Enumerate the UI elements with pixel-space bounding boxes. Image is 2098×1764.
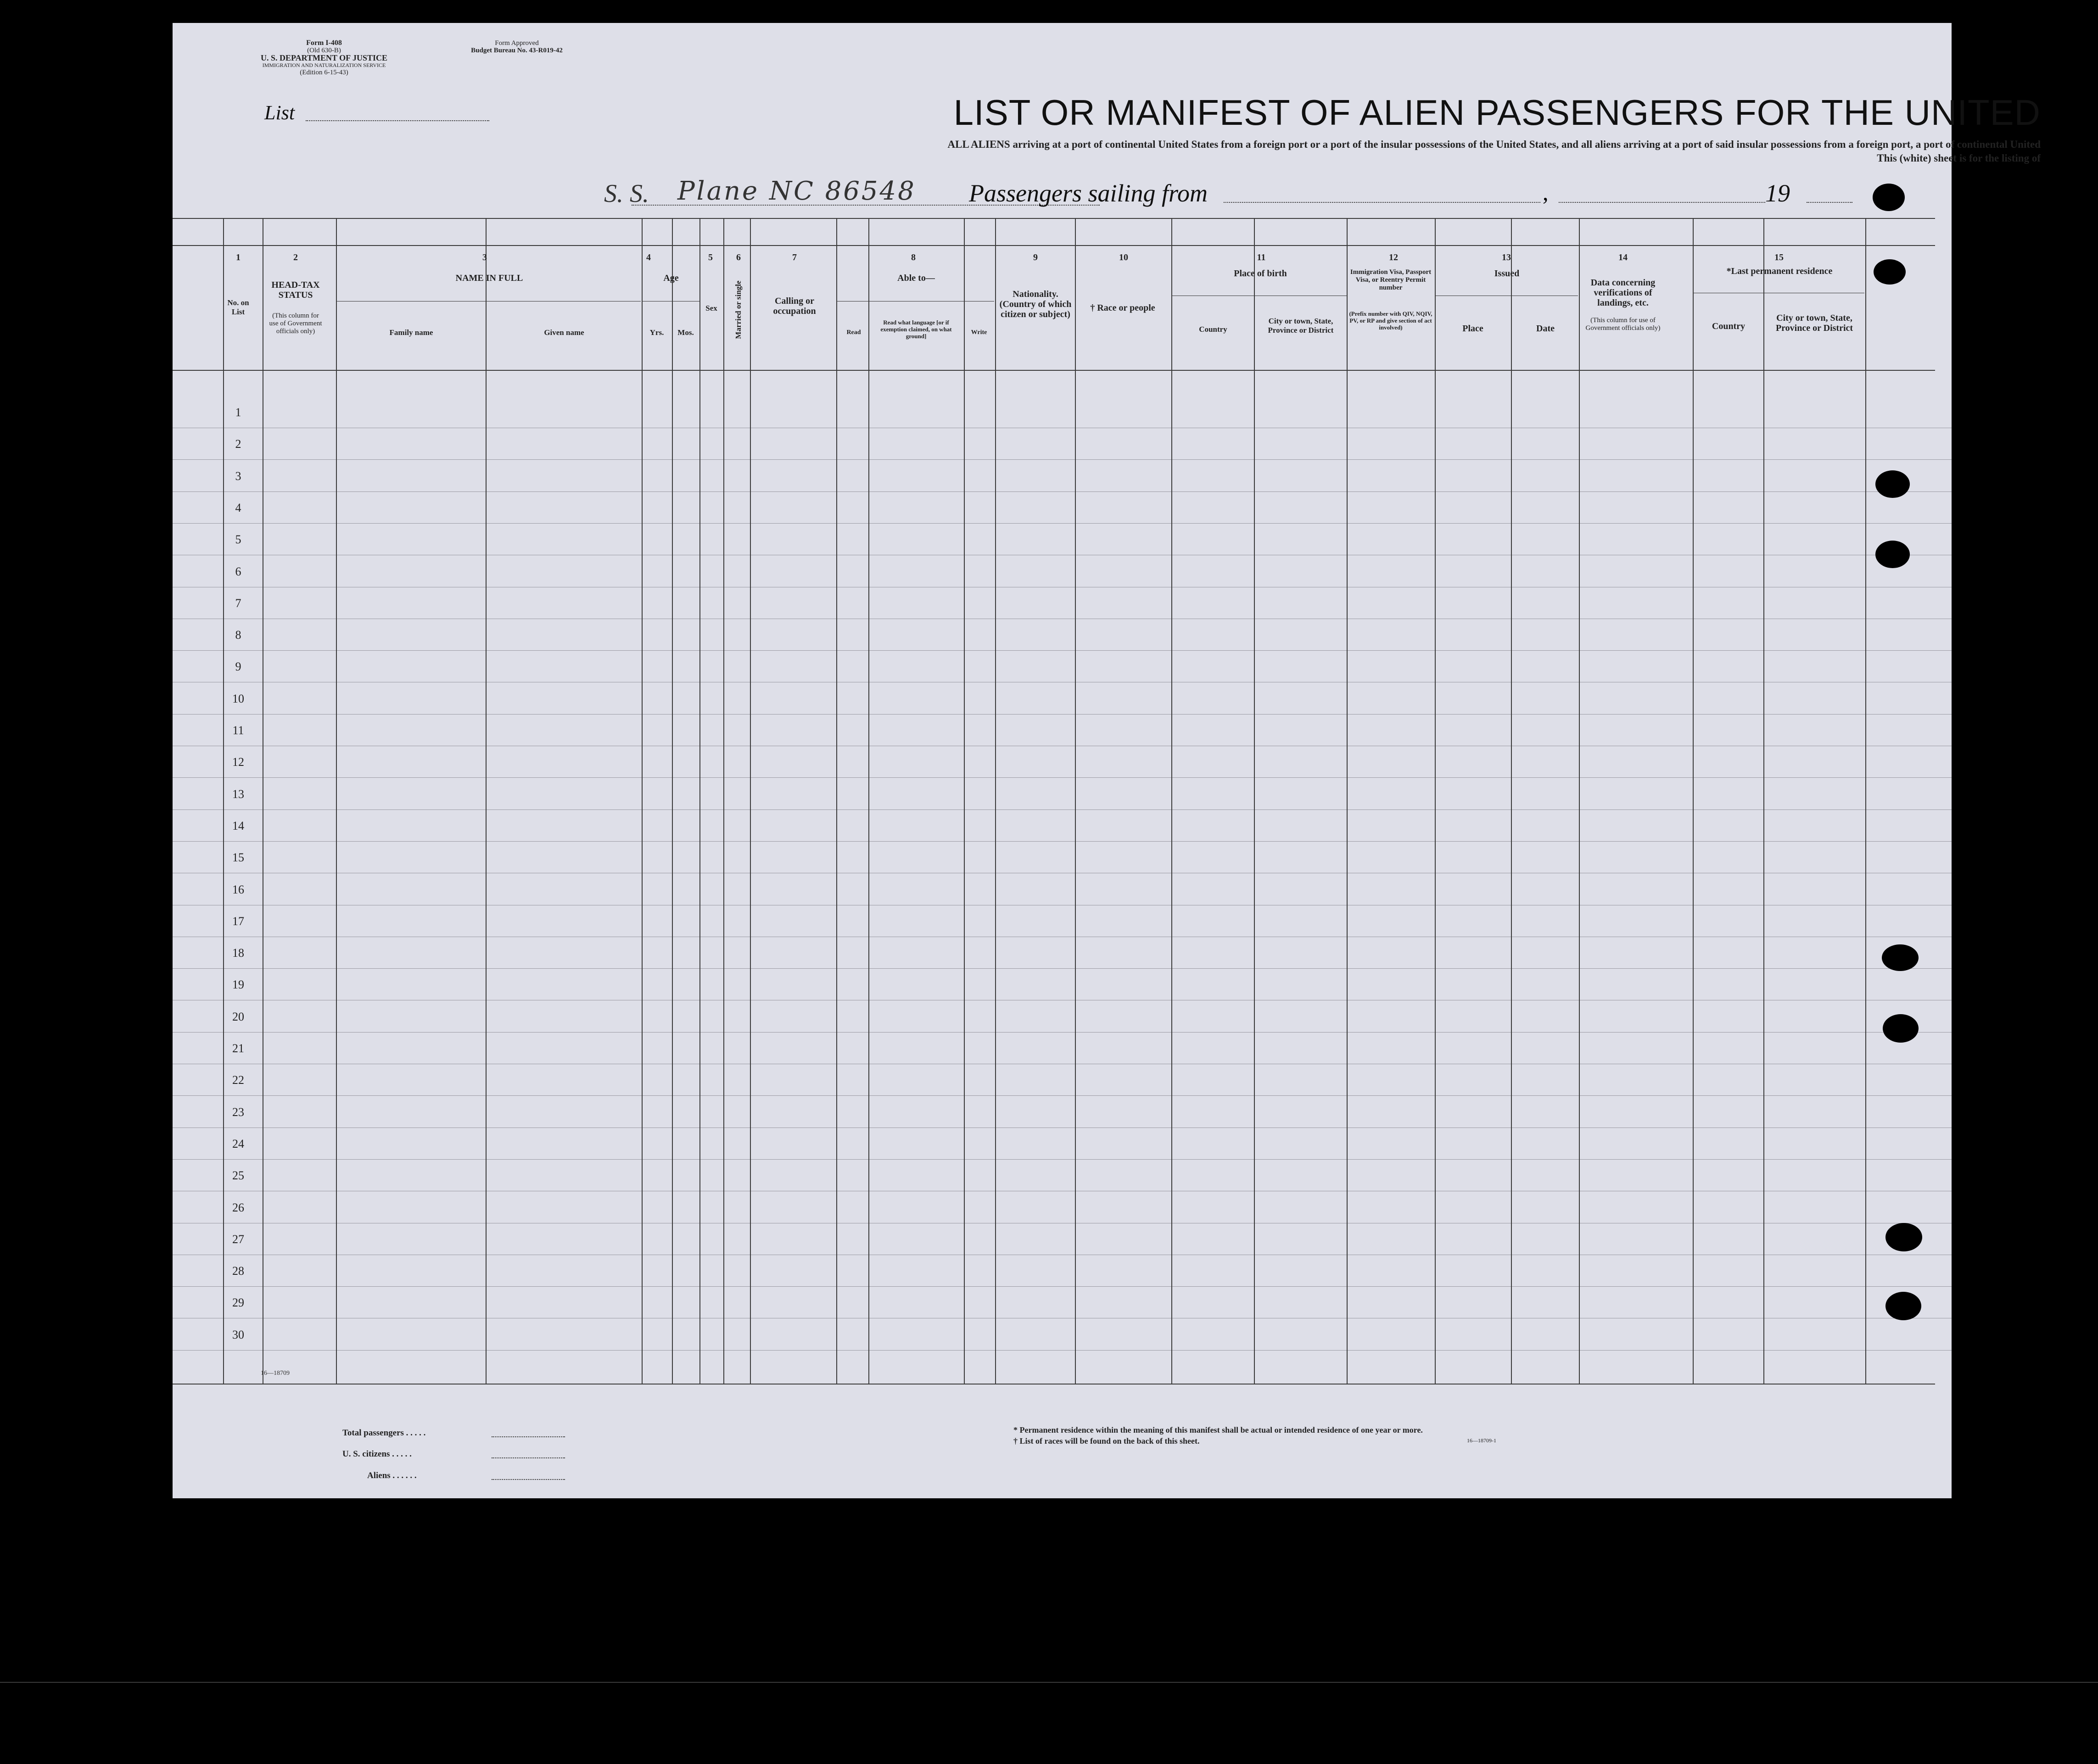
row-rule	[173, 968, 1952, 969]
row-number: 11	[232, 724, 244, 737]
sailing-from-field[interactable]	[1224, 202, 1540, 203]
header-birth-city: City or town, State, Province or District	[1268, 317, 1334, 335]
column-number-13: 13	[1502, 252, 1511, 262]
header-place-of-birth: Place of birth	[1234, 268, 1287, 279]
residence-footnote: * Permanent residence within the meaning of this manifest shall be actual or intended residence of one year or more.	[1013, 1425, 1423, 1435]
column-rule	[1763, 218, 1764, 1384]
header-last-residence: *Last permanent residence	[1726, 266, 1833, 276]
header-issued-place: Place	[1462, 324, 1483, 334]
row-rule	[173, 1032, 1952, 1033]
row-number: 21	[232, 1042, 244, 1055]
header-visa-note: (Prefix number with QIV, NQIV, PV, or RP and give section of act involved)	[1349, 310, 1432, 331]
list-label: List	[264, 101, 295, 124]
edition-date: (Edition 6-15-43)	[300, 69, 348, 76]
column-number-9: 9	[1033, 252, 1038, 262]
year-field[interactable]	[1807, 202, 1852, 203]
column-number-15: 15	[1774, 252, 1784, 262]
row-rule	[173, 650, 1952, 651]
column-rule	[672, 218, 673, 1384]
header-verification: Data concerning verifications of landings, etc.	[1590, 278, 1656, 308]
binder-hole	[1882, 944, 1919, 971]
us-citizens-label: U. S. citizens . . . . .	[342, 1449, 412, 1459]
column-number-8: 8	[911, 252, 916, 262]
comma-sep: ,	[1543, 179, 1549, 205]
column-rule	[836, 218, 837, 1384]
row-number: 12	[232, 755, 244, 769]
service-name: IMMIGRATION AND NATURALIZATION SERVICE	[262, 62, 386, 68]
row-rule	[173, 714, 1952, 715]
column-number-5: 5	[708, 252, 713, 262]
column-number-11: 11	[1257, 252, 1266, 262]
races-footnote: † List of races will be found on the back of this sheet.	[1013, 1436, 1200, 1446]
row-number: 25	[232, 1169, 244, 1183]
row-rule	[173, 1095, 1952, 1096]
row-number: 10	[232, 692, 244, 705]
row-number: 4	[235, 501, 241, 514]
form-title: LIST OR MANIFEST OF ALIEN PASSENGERS FOR THE UNITED	[953, 92, 2041, 133]
year-label: 19	[1765, 179, 1790, 207]
sailing-date-field[interactable]	[1559, 202, 1765, 203]
binder-hole	[1875, 541, 1910, 568]
column-number-1: 1	[236, 252, 241, 262]
header-visa: Immigration Visa, Passport Visa, or Reentry Permit number	[1350, 268, 1432, 291]
header-birth-country: Country	[1199, 325, 1227, 334]
header-given-name: Given name	[544, 328, 584, 337]
column-rule	[1511, 218, 1512, 1384]
header-read-language: Read what language [or if exemption claimed, on what ground]	[880, 319, 952, 340]
passengers-sailing-label: Passengers sailing from	[969, 179, 1208, 207]
row-rule	[173, 523, 1952, 524]
row-rule	[173, 491, 1952, 492]
ss-label: S. S.	[604, 179, 649, 208]
form-number: Form I-408	[306, 39, 342, 47]
column-rule	[699, 218, 700, 1384]
budget-bureau: Budget Bureau No. 43-R019-42	[471, 47, 563, 54]
column-number-rule	[173, 245, 1935, 246]
header-issued-date: Date	[1536, 324, 1555, 334]
row-number: 1	[235, 406, 241, 419]
column-rule	[868, 218, 869, 1384]
column-rule	[964, 218, 965, 1384]
header-nationality: Nationality. (Country of which citizen or subject)	[999, 289, 1072, 319]
aliens-field[interactable]	[492, 1479, 565, 1480]
row-number: 26	[232, 1200, 244, 1214]
department-name: U. S. DEPARTMENT OF JUSTICE	[260, 53, 388, 62]
row-number: 15	[232, 851, 244, 865]
header-bottom-rule	[173, 370, 1935, 371]
row-number: 5	[235, 533, 241, 547]
column-number-2: 2	[293, 252, 298, 262]
column-number-4: 4	[646, 252, 651, 262]
header-name-in-full: NAME IN FULL	[455, 273, 523, 283]
bottom-code: 16—18709	[261, 1370, 290, 1377]
header-write: Write	[971, 329, 987, 336]
header-read: Read	[846, 329, 861, 336]
row-number: 14	[232, 819, 244, 832]
row-rule	[173, 1159, 1952, 1160]
table-top-rule	[173, 218, 1935, 219]
header-head-tax-note: (This column for use of Government officials only)	[269, 312, 322, 335]
binder-hole	[1875, 470, 1910, 498]
aliens-label: Aliens . . . . . .	[367, 1471, 417, 1480]
total-passengers-field[interactable]	[492, 1436, 565, 1437]
row-rule	[173, 1286, 1952, 1287]
header-married: Married or single	[734, 280, 743, 339]
old-form-number: (Old 630-B)	[307, 47, 341, 54]
column-number-3: 3	[482, 252, 487, 262]
header-age: Age	[663, 273, 679, 283]
row-number: 9	[235, 660, 241, 674]
header-no-on-list: No. on List	[227, 298, 249, 316]
header-family-name: Family name	[389, 328, 433, 337]
scan-artifact-line	[0, 1682, 2098, 1683]
column-rule	[1865, 218, 1866, 1384]
column-rule	[1171, 218, 1172, 1384]
row-number: 17	[232, 914, 244, 928]
manifest-sheet	[173, 23, 2041, 1498]
column-number-7: 7	[792, 252, 797, 262]
column-rule	[1579, 218, 1580, 1384]
row-number: 3	[235, 469, 241, 483]
binder-hole	[1874, 259, 1906, 285]
print-code: 16—18709-1	[1467, 1437, 1496, 1444]
column-number-14: 14	[1618, 252, 1628, 262]
header-residence-country: Country	[1712, 321, 1746, 331]
row-rule	[173, 777, 1952, 778]
header-able-to: Able to—	[897, 273, 935, 283]
column-rule	[1693, 218, 1694, 1384]
column-number-12: 12	[1389, 252, 1398, 262]
column-rule	[723, 218, 724, 1384]
row-number: 8	[235, 628, 241, 642]
header-issued: Issued	[1494, 268, 1520, 279]
column-rule	[1254, 218, 1255, 1384]
row-number: 13	[232, 787, 244, 801]
row-rule	[173, 841, 1952, 842]
row-number: 18	[232, 946, 244, 960]
row-rule	[173, 1350, 1952, 1351]
column-rule	[1435, 218, 1436, 1384]
row-number: 6	[235, 564, 241, 578]
row-number: 27	[232, 1232, 244, 1246]
us-citizens-field[interactable]	[492, 1457, 565, 1458]
row-number: 2	[235, 437, 241, 451]
binder-hole	[1873, 184, 1905, 211]
header-mos: Mos.	[677, 328, 694, 337]
row-number: 20	[232, 1010, 244, 1023]
subtitle-line-2: This (white) sheet is for the listing of	[1877, 152, 2041, 164]
ship-name-handwritten[interactable]: Plane NC 86548	[677, 176, 916, 206]
list-field	[306, 120, 489, 121]
row-number: 28	[232, 1264, 244, 1278]
column-rule	[750, 218, 751, 1384]
row-rule	[173, 809, 1952, 810]
form-approved: Form Approved	[495, 39, 539, 47]
header-residence-city: City or town, State, Province or District	[1775, 313, 1853, 333]
approval-block	[457, 39, 576, 54]
header-head-tax: HEAD-TAX STATUS	[271, 280, 320, 300]
column-rule	[1075, 218, 1076, 1384]
row-number: 24	[232, 1137, 244, 1150]
binder-hole	[1883, 1014, 1919, 1043]
header-calling: Calling or occupation	[773, 296, 816, 316]
column-rule	[486, 218, 487, 1384]
binder-hole	[1885, 1292, 1921, 1320]
column-rule	[336, 218, 337, 1384]
row-number: 22	[232, 1073, 244, 1087]
row-rule	[173, 459, 1952, 460]
header-yrs: Yrs.	[649, 328, 664, 337]
header-verification-note: (This column for use of Government officials only)	[1585, 317, 1661, 332]
row-number: 7	[235, 596, 241, 610]
column-rule	[995, 218, 996, 1384]
row-number: 19	[232, 978, 244, 992]
binder-hole	[1885, 1223, 1922, 1251]
row-number: 23	[232, 1105, 244, 1119]
column-number-10: 10	[1119, 252, 1128, 262]
column-rule	[1347, 218, 1348, 1384]
column-rule	[223, 218, 224, 1384]
total-passengers-label: Total passengers . . . . .	[342, 1428, 426, 1438]
form-number-block	[255, 39, 393, 76]
column-number-6: 6	[736, 252, 741, 262]
header-race: † Race or people	[1090, 303, 1155, 313]
column-rule	[642, 218, 643, 1384]
subtitle-line-1: ALL ALIENS arriving at a port of continental United States from a foreign port or a port of the insular possessions of the United States, and all aliens arriving at a port of said insular possessions from a foreign port, a port of continental United	[947, 139, 2041, 150]
row-number: 16	[232, 882, 244, 896]
row-number: 29	[232, 1296, 244, 1310]
row-number: 30	[232, 1328, 244, 1341]
header-sex: Sex	[705, 304, 717, 313]
